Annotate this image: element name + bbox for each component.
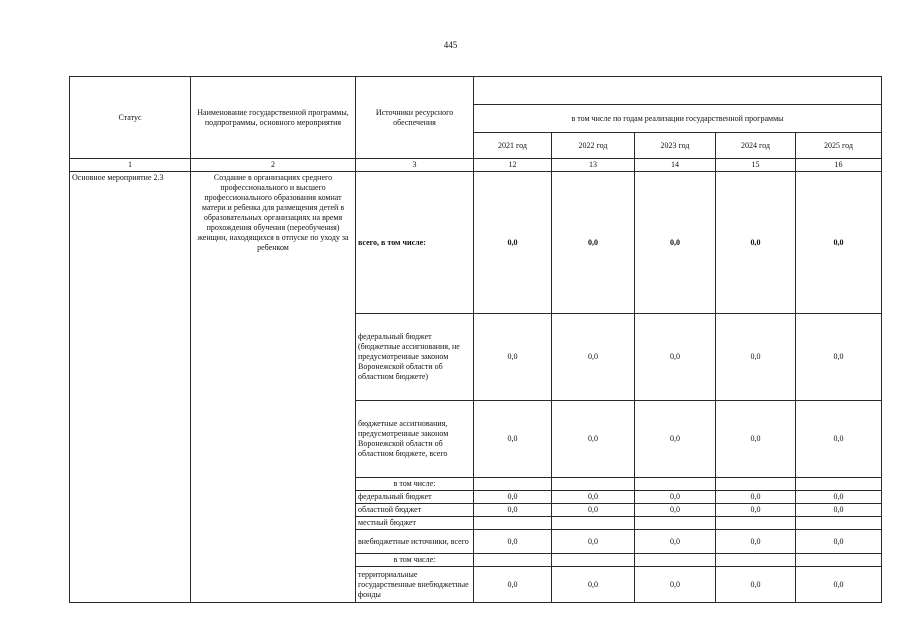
value-cell: 0,0 (635, 314, 716, 401)
value-cell: 0,0 (796, 504, 882, 517)
value-cell: 0,0 (552, 530, 635, 554)
column-number: 15 (716, 159, 796, 172)
value-cell: 0,0 (474, 504, 552, 517)
value-cell (796, 517, 882, 530)
value-cell (474, 554, 552, 567)
source-label: в том числе: (356, 554, 474, 567)
value-cell (716, 478, 796, 491)
value-cell: 0,0 (796, 530, 882, 554)
header-year: 2021 год (474, 133, 552, 159)
value-cell: 0,0 (635, 491, 716, 504)
table-row (70, 172, 882, 314)
header-sources: Источники ресурсного обеспечения (356, 77, 474, 159)
value-cell: 0,0 (474, 172, 552, 314)
value-cell: 0,0 (474, 401, 552, 478)
header-year: 2023 год (635, 133, 716, 159)
value-cell: 0,0 (635, 172, 716, 314)
value-cell: 0,0 (552, 314, 635, 401)
source-label: территориальные государственные внебюджетные фонды (356, 567, 474, 603)
value-cell: 0,0 (716, 504, 796, 517)
source-label: в том числе: (356, 478, 474, 491)
value-cell (552, 517, 635, 530)
value-cell: 0,0 (796, 172, 882, 314)
value-cell: 0,0 (552, 491, 635, 504)
value-cell: 0,0 (716, 314, 796, 401)
page-number: 445 (443, 40, 458, 50)
column-number: 16 (796, 159, 882, 172)
value-cell: 0,0 (552, 172, 635, 314)
header-year: 2022 год (552, 133, 635, 159)
value-cell: 0,0 (474, 530, 552, 554)
column-number: 2 (191, 159, 356, 172)
value-cell (635, 517, 716, 530)
header-year: 2025 год (796, 133, 882, 159)
header-years-group: в том числе по годам реализации государственной программы (474, 105, 882, 133)
value-cell (716, 517, 796, 530)
header-blank-cell (474, 77, 882, 105)
value-cell: 0,0 (716, 401, 796, 478)
value-cell: 0,0 (474, 567, 552, 603)
value-cell: 0,0 (796, 567, 882, 603)
value-cell (635, 554, 716, 567)
source-label: всего, в том числе: (356, 172, 474, 314)
value-cell: 0,0 (796, 491, 882, 504)
header-year: 2024 год (716, 133, 796, 159)
value-cell: 0,0 (474, 491, 552, 504)
header-name: Наименование государственной программы, подпрограммы, основного мероприятия (191, 77, 356, 159)
value-cell: 0,0 (635, 401, 716, 478)
value-cell: 0,0 (716, 567, 796, 603)
value-cell: 0,0 (635, 530, 716, 554)
value-cell: 0,0 (552, 401, 635, 478)
column-number-row (70, 159, 882, 172)
value-cell: 0,0 (796, 314, 882, 401)
value-cell: 0,0 (796, 401, 882, 478)
value-cell (552, 554, 635, 567)
column-number: 12 (474, 159, 552, 172)
value-cell: 0,0 (552, 504, 635, 517)
source-label: местный бюджет (356, 517, 474, 530)
value-cell: 0,0 (716, 530, 796, 554)
source-label: федеральный бюджет (бюджетные ассигнования, не предусмотренные законом Воронежской области об областном бюджете) (356, 314, 474, 401)
row-name: Создание в организациях среднего профессионального и высшего профессионального образования комнат матери и ребенка для размещения детей в образовательных организациях на время прохождения обучения (переобучения) женщин, находящихся в отпуске по уходу за ребенком (191, 172, 356, 603)
value-cell (716, 554, 796, 567)
value-cell (635, 478, 716, 491)
value-cell: 0,0 (635, 504, 716, 517)
value-cell (796, 554, 882, 567)
value-cell: 0,0 (552, 567, 635, 603)
header-status: Статус (70, 77, 191, 159)
source-label: бюджетные ассигнования, предусмотренные законом Воронежской области об областном бюджете, всего (356, 401, 474, 478)
value-cell (474, 517, 552, 530)
value-cell (552, 478, 635, 491)
column-number: 14 (635, 159, 716, 172)
budget-table (69, 76, 882, 603)
source-label: федеральный бюджет (356, 491, 474, 504)
source-label: областной бюджет (356, 504, 474, 517)
column-number: 3 (356, 159, 474, 172)
value-cell: 0,0 (635, 567, 716, 603)
value-cell: 0,0 (474, 314, 552, 401)
source-label: внебюджетные источники, всего (356, 530, 474, 554)
column-number: 1 (70, 159, 191, 172)
value-cell (474, 478, 552, 491)
column-number: 13 (552, 159, 635, 172)
value-cell: 0,0 (716, 491, 796, 504)
value-cell (796, 478, 882, 491)
row-status: Основное мероприятие 2.3 (70, 172, 191, 603)
value-cell: 0,0 (716, 172, 796, 314)
